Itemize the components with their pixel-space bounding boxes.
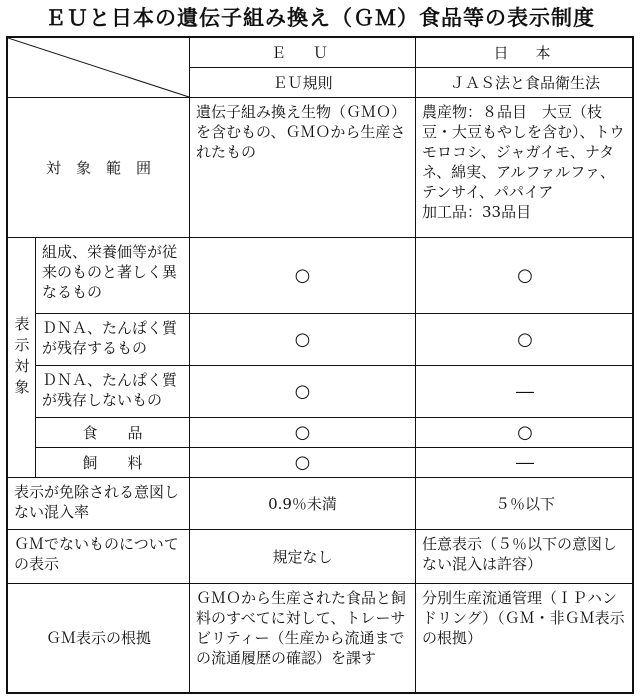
non-gm-label: ＧＭでないものについての表示 <box>8 530 190 584</box>
target-row-japan: ― <box>416 448 634 478</box>
target-row-label: ＤＮＡ、たんぱく質が残存しないもの <box>36 366 190 418</box>
scope-label: 対 象 範 囲 <box>8 98 190 238</box>
target-row-eu: ○ <box>190 418 416 448</box>
target-row-label: 飼 料 <box>36 448 190 478</box>
exempt-label: 表示が免除される意図しない混入率 <box>8 478 190 530</box>
basis-japan: 分別生産流通管理（ＩＰハンドリング）（ＧＭ・非ＧＭ表示の根拠） <box>422 589 625 647</box>
target-row-eu: ○ <box>190 314 416 366</box>
header-eu-law: ＥＵ規則 <box>190 68 416 98</box>
header-eu: Ｅ Ｕ <box>190 38 416 68</box>
non-gm-japan: 任意表示（５％以下の意図しない混入は許容） <box>416 530 634 584</box>
header-japan: 日 本 <box>416 38 634 68</box>
target-row-eu: ○ <box>190 448 416 478</box>
target-row-eu: ○ <box>190 366 416 418</box>
target-row-japan: ○ <box>416 418 634 448</box>
target-row-label: 食 品 <box>36 418 190 448</box>
scope-eu: 遺伝子組み換え生物（ＧＭＯ）を含むもの、ＧＭＯから生産されたもの <box>190 98 416 238</box>
diagonal-line <box>8 38 190 98</box>
basis-eu: ＧＭＯから生産された食品と飼料のすべてに対して、トレーサビリティー（生産から流通までの流通履歴の確認）を課す <box>190 584 416 692</box>
non-gm-eu: 規定なし <box>190 530 416 584</box>
corner-cell <box>8 38 190 98</box>
exempt-eu: 0.9％未満 <box>190 478 416 530</box>
target-row-japan: ― <box>416 366 634 418</box>
display-target-label <box>8 238 36 478</box>
exempt-japan: ５％以下 <box>416 478 634 530</box>
comparison-table <box>6 36 634 694</box>
display-target-text: 表示対象 <box>12 315 31 400</box>
target-row-japan: ○ <box>416 314 634 366</box>
header-japan-law: ＪＡＳ法と食品衛生法 <box>416 68 634 98</box>
page-title: ＥＵと日本の遺伝子組み換え（ＧＭ）食品等の表示制度 <box>45 6 595 30</box>
target-row-label: 組成、栄養価等が従来のものと著しく異なるもの <box>36 238 190 314</box>
basis-label: ＧＭ表示の根拠 <box>8 584 190 692</box>
target-row-japan: ○ <box>416 238 634 314</box>
target-row-label: ＤＮＡ、たんぱく質が残存するもの <box>36 314 190 366</box>
scope-japan: 農産物：８品目 大豆（枝豆・大豆もやしを含む）、トウモロコシ、ジャガイモ、ナタネ、綿実、アルファルファ、テンサイ、パパイア 加工品：33品目 <box>416 98 634 238</box>
target-row-eu: ○ <box>190 238 416 314</box>
